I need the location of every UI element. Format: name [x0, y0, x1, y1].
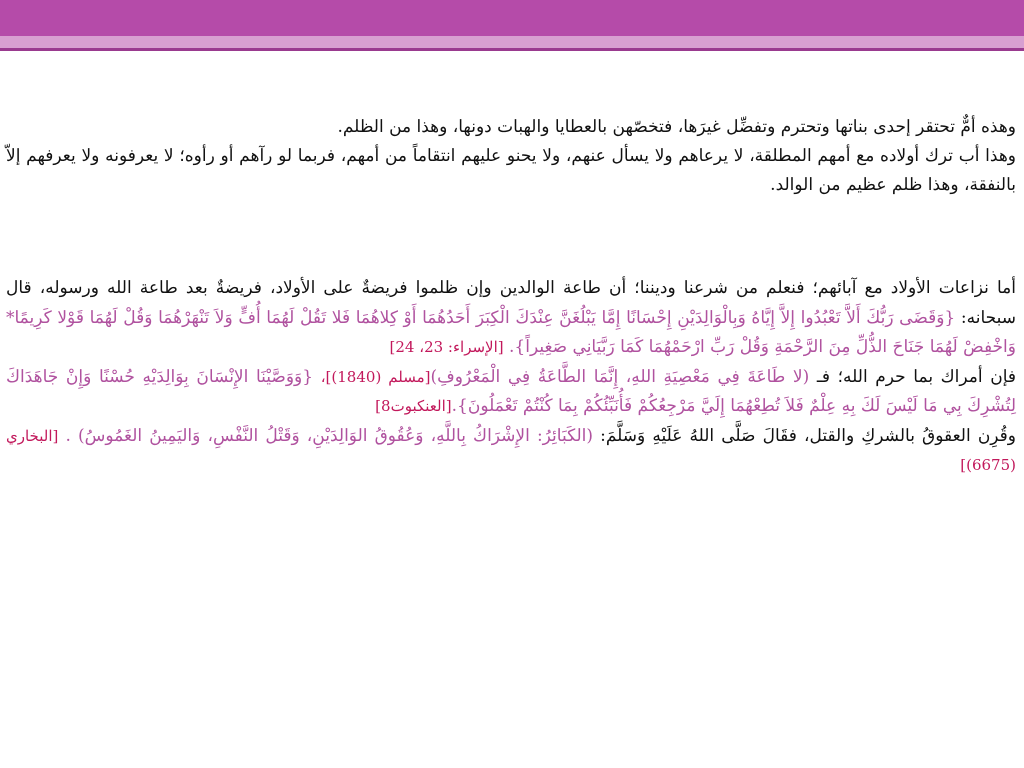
- quran-quote: {وَوَصَّيْنَا الإِنْسَانَ بِوَالِدَيْهِ حُسْنًا وَإِنْ جَاهَدَاكَ لِتُشْرِكَ بِي مَا لَيْسَ لَكَ بِهِ عِلْمٌ فَلاَ تُطِعْهُمَا إِلَيَّ مَرْجِعُكُمْ فَأُنَبِّئُكُمْ بِمَا كُنْتُمْ تَعْمَلُونَ}.: [6, 366, 1016, 416]
- paragraph-text: أما نزاعات الأولاد مع آبائهم؛ فنعلم من شرعنا وديننا؛ أن طاعة الوالدين وإن ظلموا فريضةٌ على الأولاد، فريضةٌ بعد طاعة الله ورسوله، قال سبحانه:: [6, 278, 1016, 328]
- header-band: [0, 0, 1024, 36]
- paragraph-major-sins: [6, 422, 1016, 481]
- paragraph-obedience: [6, 274, 1016, 363]
- hadith-reference: [البخاري (6675)]: [6, 426, 1016, 474]
- header-band-light: [0, 36, 1024, 48]
- header-band-line: [0, 48, 1024, 51]
- paragraph-disobedience: [6, 363, 1016, 422]
- quran-reference: [الإسراء: 23، 24]: [389, 338, 504, 356]
- paragraph-text: فإن أمراك بما حرم الله؛ فـ: [816, 366, 1017, 387]
- paragraph-text: وقُرِن العقوقُ بالشركِ والقتل، فقَالَ صَلَّى اللهُ عَلَيْهِ وَسَلَّمَ:: [600, 425, 1017, 446]
- hadith-quote: (الكَبَائِرُ: الإِشْرَاكُ بِاللَّهِ، وَعُقُوقُ الوَالِدَيْنِ، وَقَتْلُ النَّفْسِ، وَاليَمِينُ الغَمُوسُ) .: [65, 425, 594, 446]
- hadith-quote: (لا طَاعَةَ فِي مَعْصِيَةِ اللهِ، إِنَّمَا الطَّاعَةُ فِي الْمَعْرُوفِ): [430, 366, 810, 387]
- quran-reference: [العنكبوت8]: [375, 397, 452, 415]
- paragraph-mother: وهذه أمٌّ تحتقر إحدى بناتها وتحترم وتفضِّل غيرَها، فتخصّهن بالعطايا والهبات دونها، وهذا من الظلم.: [337, 117, 1016, 137]
- quran-quote: {وَقَضَى رَبُّكَ أَلاَّ تَعْبُدُوا إِلاَّ إِيَّاهُ وَبِالْوَالِدَيْنِ إِحْسَانًا إِمَّا يَبْلُغَنَّ عِنْدَكَ الْكِبَرَ أَحَدُهُمَا أَوْ كِلاهُمَا فَلا تَقُلْ لَهُمَا أُفٍّ وَلاَ تَنْهَرْهُمَا وَقُلْ لَهُمَا قَوْلا كَرِيمًا* وَاخْفِضْ لَهُمَا جَنَاحَ الذُّلِّ مِنَ الرَّحْمَةِ وَقُلْ رَبِّ ارْحَمْهُمَا كَمَا رَبَّيَانِي صَغِيراً}.: [6, 307, 1016, 357]
- text-block-1: [6, 113, 1016, 200]
- text-block-2: [6, 274, 1016, 481]
- hadith-reference: [مسلم (1840)]،: [320, 367, 431, 386]
- paragraph-father: وهذا أب ترك أولاده مع أمهم المطلقة، لا يرعاهم ولا يسأل عنهم، ولا يحنو عليهم انتقاماً من أمهم، فربما لو رآهم أو رأوه؛ لا يعرفونه ولا يعرفهم إلاّ بالنفقة، وهذا ظلم عظيم من الوالد.: [6, 146, 1016, 195]
